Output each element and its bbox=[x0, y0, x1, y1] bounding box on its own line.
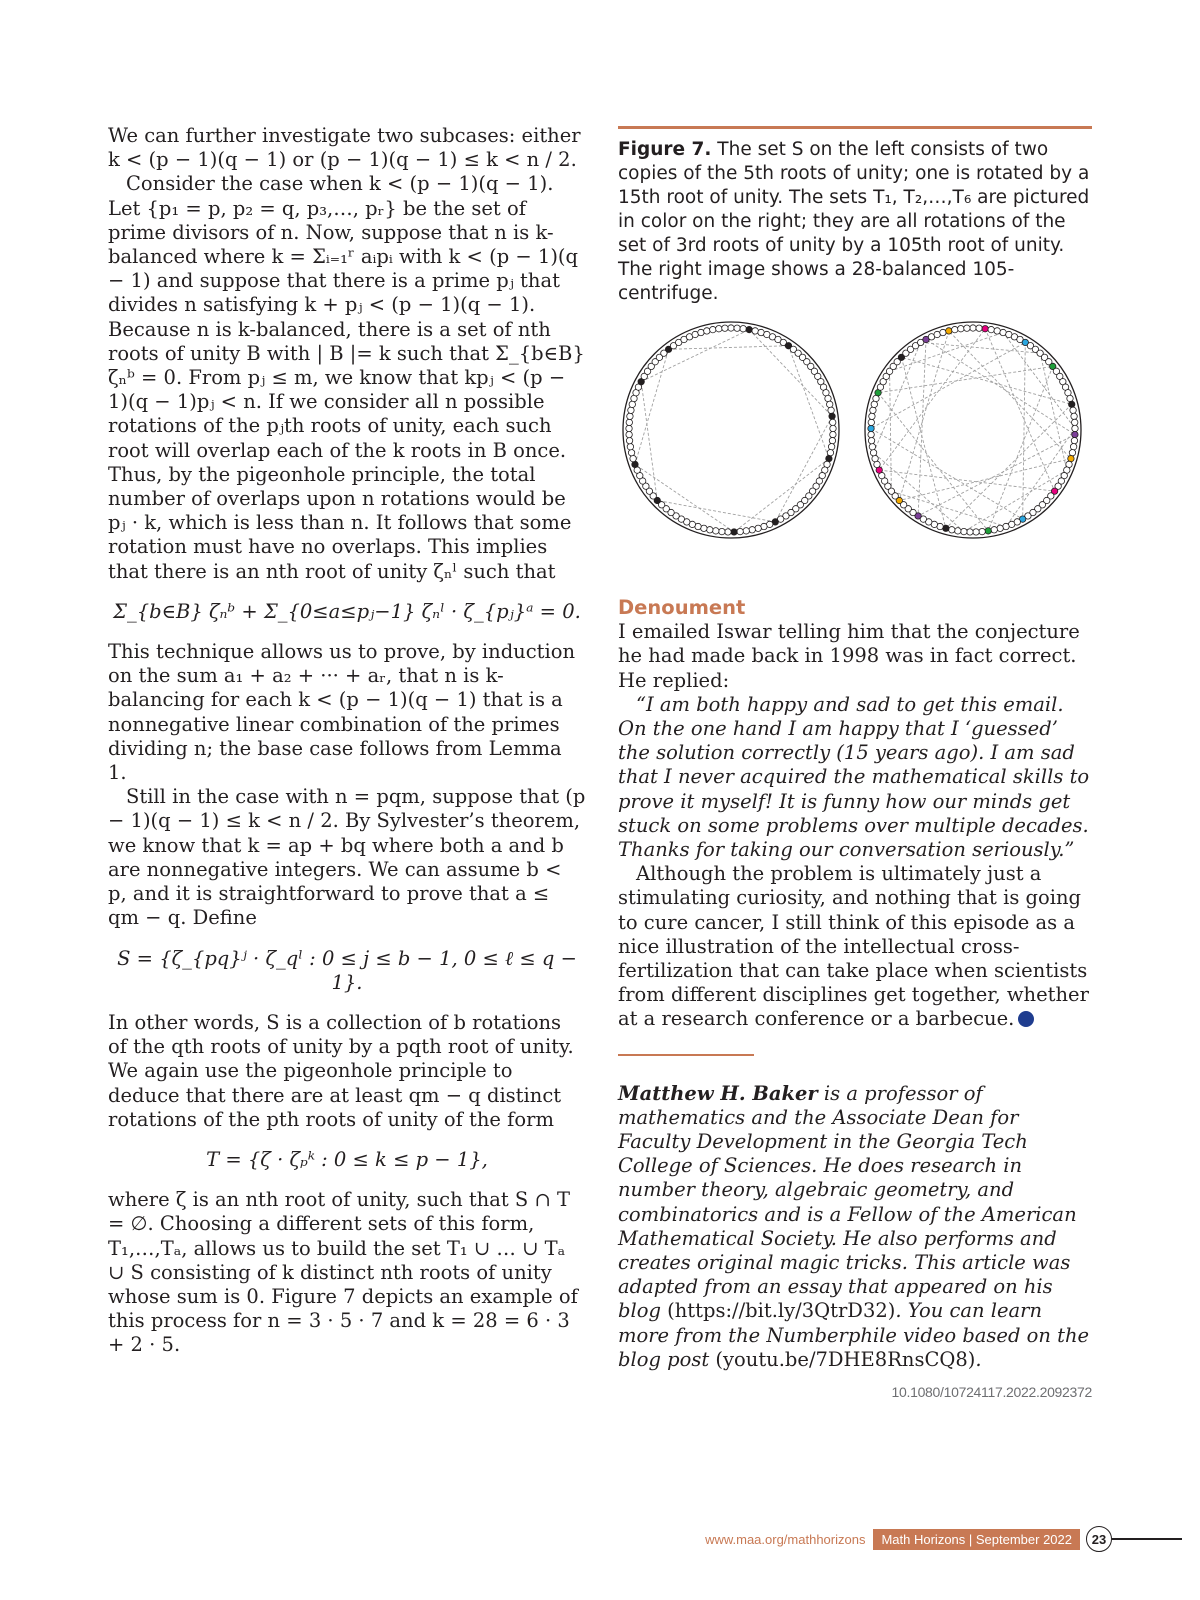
root-of-unity-point bbox=[830, 431, 836, 437]
root-of-unity-point bbox=[830, 419, 836, 425]
root-of-unity-point bbox=[627, 444, 633, 450]
equation: S = {ζ_{pq}ʲ · ζ_qˡ : 0 ≤ j ≤ b − 1, 0 ≤ ℓ ≤ q − 1}. bbox=[117, 946, 577, 994]
root-of-unity-point bbox=[868, 431, 874, 437]
root-of-unity-point bbox=[829, 413, 835, 419]
root-of-unity-point bbox=[1070, 444, 1076, 450]
figure-7 bbox=[618, 316, 1094, 546]
root-of-unity-point bbox=[1071, 413, 1077, 419]
section-heading: Denoument bbox=[618, 596, 746, 619]
root-of-unity-point bbox=[628, 449, 634, 455]
page-footer bbox=[705, 1525, 1182, 1553]
root-of-unity-point bbox=[988, 326, 994, 332]
root-of-unity-point bbox=[869, 413, 875, 419]
footer-line bbox=[1112, 1538, 1182, 1540]
root-of-unity-point bbox=[755, 525, 761, 531]
page-number: 23 bbox=[1086, 1526, 1112, 1552]
root-of-unity-point bbox=[870, 449, 876, 455]
root-of-unity-point bbox=[629, 401, 635, 407]
author-name: Matthew H. Baker bbox=[618, 1081, 818, 1105]
root-of-unity-point bbox=[871, 401, 877, 407]
root-of-unity-point bbox=[961, 528, 967, 534]
root-of-unity-point bbox=[976, 325, 982, 331]
left-centrifuge bbox=[623, 322, 839, 538]
root-of-unity-point bbox=[985, 528, 991, 534]
paragraph: Still in the case with n = pqm, suppose that (p − 1)(q − 1) ≤ k < n / 2. By Sylvester’s theorem, we know that k = ap + bq where both a and b are nonnegative integers. We can assume b < p, and it is straightforward to prove that a ≤ qm − q. Define bbox=[108, 785, 586, 930]
footer-magazine: Math Horizons | September 2022 bbox=[873, 1529, 1080, 1550]
root-of-unity-point bbox=[761, 523, 767, 529]
root-of-unity-point bbox=[946, 328, 952, 334]
bio-rule bbox=[618, 1054, 754, 1056]
footer-url[interactable]: www.maa.org/mathhorizons bbox=[705, 1531, 866, 1547]
root-of-unity-point bbox=[997, 525, 1003, 531]
root-of-unity-point bbox=[734, 325, 740, 331]
root-of-unity-point bbox=[710, 326, 716, 332]
right-centrifuge bbox=[865, 322, 1081, 538]
bio-text: is a professor of mathematics and the Associate Dean for Faculty Development in the Georgia Tech College of Sciences. He does research in number theory, algebraic geometry, and combinatorics and is a Fellow of the American Mathematical Society. He also performs and creates original magic tricks. This article was adapted from an essay that appeared on his blog bbox=[618, 1081, 1077, 1323]
root-of-unity-point bbox=[716, 326, 722, 332]
root-of-unity-point bbox=[1072, 419, 1078, 425]
left-column bbox=[108, 124, 586, 1358]
figure-label: Figure 7. bbox=[618, 139, 712, 160]
root-of-unity-point bbox=[737, 528, 743, 534]
root-of-unity-point bbox=[872, 455, 878, 461]
root-of-unity-point bbox=[982, 326, 988, 332]
root-of-unity-point bbox=[830, 425, 836, 431]
paragraph: This technique allows us to prove, by induction on the sum a₁ + a₂ + ··· + aᵣ, that n is k-balancing for each k < (p − 1)(q − 1) that is a nonnegative linear combination of the primes dividing n; the base case follows from Lemma 1. bbox=[108, 640, 576, 785]
root-of-unity-point bbox=[701, 525, 707, 531]
root-of-unity-point bbox=[868, 425, 874, 431]
root-of-unity-point bbox=[1067, 395, 1073, 401]
root-of-unity-point bbox=[955, 528, 961, 534]
figure-caption bbox=[618, 138, 1094, 306]
root-of-unity-point bbox=[943, 525, 949, 531]
caption-text: The set S on the left consists of two copies of the 5th roots of unity; one is rotated by a 15th root of unity. The sets T₁, T₂,…,T₆ are pictured in color on the right; they are all rotations of the set of 3rd roots of unity by a 105th root of unity. The right image shows a 28-balanced 105-centrifuge. bbox=[618, 139, 1090, 304]
root-of-unity-point bbox=[1069, 449, 1075, 455]
root-of-unity-point bbox=[1072, 431, 1078, 437]
caption-rule bbox=[618, 126, 1092, 129]
paragraph: We can further investigate two subcases: either k < (p − 1)(q − 1) or (p − 1)(q − 1) ≤ k < n / 2. bbox=[108, 124, 581, 172]
quote: “I am both happy and sad to get this email. On the one hand I am happy that I ‘guessed’ the solution correctly (15 years ago). I am sad that I never acquired the mathematical skills to prove it myself! It is funny how our minds get stuck on some problems over multiple decades. Thanks for taking our conversation seriously.” bbox=[618, 692, 1090, 862]
root-of-unity-point bbox=[740, 326, 746, 332]
root-of-unity-point bbox=[868, 419, 874, 425]
root-of-unity-point bbox=[626, 419, 632, 425]
root-of-unity-point bbox=[825, 395, 831, 401]
root-of-unity-point bbox=[827, 449, 833, 455]
root-of-unity-point bbox=[973, 529, 979, 535]
root-of-unity-point bbox=[743, 528, 749, 534]
root-of-unity-point bbox=[964, 325, 970, 331]
root-of-unity-point bbox=[725, 529, 731, 535]
root-of-unity-point bbox=[1003, 523, 1009, 529]
root-of-unity-point bbox=[1070, 407, 1076, 413]
root-of-unity-point bbox=[626, 431, 632, 437]
root-of-unity-point bbox=[728, 325, 734, 331]
bio-text: . You can learn more from the Numberphile video based on the blog post bbox=[618, 1299, 1090, 1371]
root-of-unity-point bbox=[868, 437, 874, 443]
root-of-unity-point bbox=[749, 527, 755, 533]
root-of-unity-point bbox=[719, 528, 725, 534]
root-of-unity-point bbox=[626, 425, 632, 431]
author-bio bbox=[618, 1082, 1094, 1372]
doi: 10.1080/10724117.2022.2092372 bbox=[891, 1384, 1092, 1400]
root-of-unity-point bbox=[827, 401, 833, 407]
root-of-unity-point bbox=[967, 529, 973, 535]
root-of-unity-point bbox=[828, 407, 834, 413]
root-of-unity-point bbox=[1072, 425, 1078, 431]
video-link[interactable]: (youtu.be/7DHE8RnsCQ8) bbox=[715, 1347, 976, 1371]
root-of-unity-point bbox=[952, 326, 958, 332]
bio-end: . bbox=[975, 1347, 982, 1371]
root-of-unity-point bbox=[958, 326, 964, 332]
equation: Σ_{b∈B} ζₙᵇ + Σ_{0≤a≤pⱼ−1} ζₙˡ · ζ_{pⱼ}ᵃ = 0. bbox=[113, 599, 581, 623]
root-of-unity-point bbox=[722, 325, 728, 331]
paragraph: Consider the case when k < (p − 1)(q − 1). Let {p₁ = p, p₂ = q, p₃,…, pᵣ} be the set of prime divisors of n. Now, suppose that n is k-balanced where k = Σᵢ₌₁ʳ aᵢpᵢ with k < (p − 1)(q − 1) and suppose that there is a prime pⱼ that divides n satisfying k + pⱼ < (p − 1)(q − 1). Because n is k-balanced, there is a set of nth roots of unity B with | B |= k such that Σ_{b∈B} ζₙᵇ = 0. From pⱼ ≤ m, we know that kpⱼ < (p − 1)(q − 1)pⱼ < n. If we consider all n possible rotations of the pⱼth roots of unity, each such root will overlap each of the k roots in B once. Thus, by the pigeonhole principle, the total number of overlaps upon n rotations would be pⱼ · k, which is less than n. It follows that some rotation must have no overlaps. This implies that there is an nth root of unity ζₙˡ such that bbox=[108, 172, 585, 583]
root-of-unity-point bbox=[870, 407, 876, 413]
root-of-unity-point bbox=[979, 528, 985, 534]
root-of-unity-point bbox=[746, 326, 752, 332]
root-of-unity-point bbox=[628, 407, 634, 413]
root-of-unity-point bbox=[704, 328, 710, 334]
end-mark-icon bbox=[1018, 1011, 1034, 1027]
root-of-unity-point bbox=[828, 444, 834, 450]
root-of-unity-point bbox=[707, 527, 713, 533]
paragraph: I emailed Iswar telling him that the conjecture he had made back in 1998 was in fact correct. He replied: bbox=[618, 620, 1080, 692]
root-of-unity-point bbox=[630, 455, 636, 461]
right-column bbox=[618, 596, 1094, 1372]
root-of-unity-point bbox=[970, 325, 976, 331]
paragraph: where ζ is an nth root of unity, such that S ∩ T = ∅. Choosing a different sets of this form, T₁,…,Tₐ, allows us to build the set T₁ ∪ … ∪ Tₐ ∪ S consisting of k distinct nth roots of unity whose sum is 0. Figure 7 depicts an example of this process for n = 3 · 5 · 7 and k = 28 = 6 · 3 + 2 · 5. bbox=[108, 1188, 578, 1357]
blog-link[interactable]: (https://bit.ly/3QtrD32) bbox=[667, 1299, 896, 1323]
root-of-unity-point bbox=[940, 329, 946, 335]
root-of-unity-point bbox=[752, 328, 758, 334]
root-of-unity-point bbox=[1071, 437, 1077, 443]
root-of-unity-point bbox=[869, 444, 875, 450]
paragraph: In other words, S is a collection of b rotations of the qth roots of unity by a pqth root of unity. We again use the pigeonhole principle to deduce that there are at least qm − q distinct rotations of the pth roots of unity of the form bbox=[108, 1010, 574, 1131]
root-of-unity-point bbox=[627, 413, 633, 419]
root-of-unity-point bbox=[1069, 401, 1075, 407]
root-of-unity-point bbox=[994, 328, 1000, 334]
paragraph-text: Although the problem is ultimately just a stimulating curiosity, and nothing that is going to cure cancer, I still think of this episode as a nice illustration of the intellectual cross-fertilization that can take place when scientists from different disciplines get together, whether at a research conference or a barbecue. bbox=[618, 862, 1089, 1031]
equation: T = {ζ · ζₚᵏ : 0 ≤ k ≤ p − 1}, bbox=[206, 1147, 488, 1171]
root-of-unity-point bbox=[991, 527, 997, 533]
paragraph bbox=[618, 862, 1094, 1031]
root-of-unity-point bbox=[829, 437, 835, 443]
root-of-unity-point bbox=[949, 527, 955, 533]
root-of-unity-point bbox=[713, 528, 719, 534]
root-of-unity-point bbox=[626, 437, 632, 443]
root-of-unity-point bbox=[698, 329, 704, 335]
root-of-unity-point bbox=[731, 529, 737, 535]
